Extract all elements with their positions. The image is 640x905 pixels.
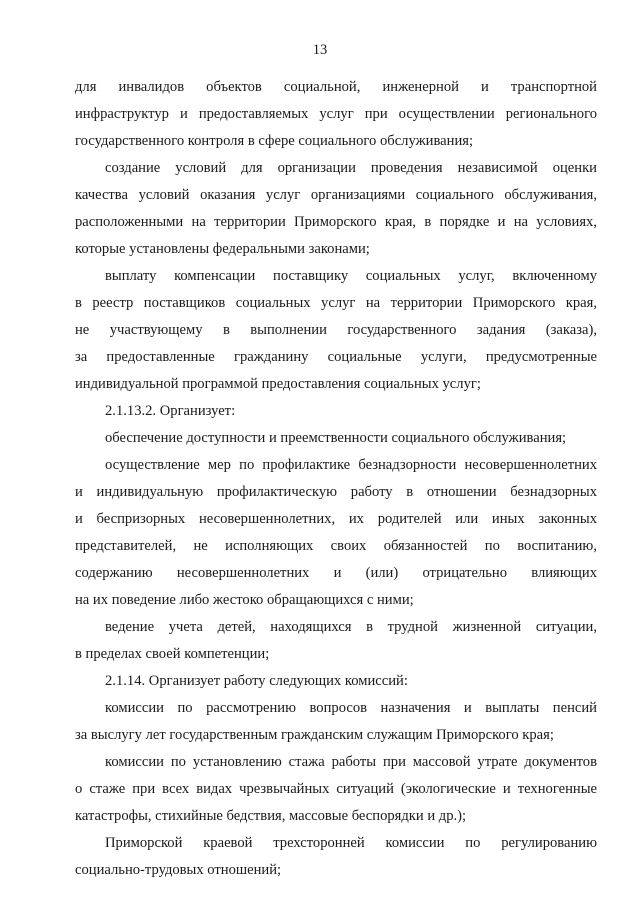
text-line: которые установлены федеральными законами; [75, 241, 370, 257]
text-line: 2.1.13.2. Организует: [105, 403, 236, 419]
text-line: представителей, не исполняющих своих обязанностей по воспитанию, [75, 538, 597, 554]
text-line: создание условий для организации проведения независимой оценки [105, 160, 597, 176]
text-line: на их поведение либо жестоко обращающихся с ними; [75, 592, 414, 608]
text-line: обеспечение доступности и преемственности социального обслуживания; [105, 430, 567, 446]
text-line: не участвующему в выполнении государственного задания (заказа), [75, 322, 597, 338]
text-line: государственного контроля в сфере социального обслуживания; [75, 133, 474, 149]
text-line: 2.1.14. Организует работу следующих комиссий: [105, 673, 408, 689]
text-line: в реестр поставщиков социальных услуг на территории Приморского края, [75, 295, 597, 311]
text-line: катастрофы, стихийные бедствия, массовые беспорядки и др.); [75, 808, 467, 824]
text-line: качества условий оказания услуг организациями социального обслуживания, [75, 187, 597, 203]
text-line: комиссии по установлению стажа работы при массовой утрате документов [105, 754, 597, 770]
text-line: социально-трудовых отношений; [75, 862, 282, 878]
text-line: расположенными на территории Приморского края, в порядке и на условиях, [75, 214, 597, 230]
text-line: выплату компенсации поставщику социальных услуг, включенному [105, 268, 597, 284]
text-line: комиссии по рассмотрению вопросов назначения и выплаты пенсий [105, 700, 597, 716]
text-line: Приморской краевой трехсторонней комиссии по регулированию [105, 835, 597, 851]
text-line: о стаже при всех видах чрезвычайных ситуаций (экологические и техногенные [75, 781, 597, 797]
document-body [75, 74, 597, 884]
text-line: в пределах своей компетенции; [75, 646, 270, 662]
text-line: за выслугу лет государственным гражданским служащим Приморского края; [75, 727, 554, 743]
text-line: инфраструктур и предоставляемых услуг при осуществлении регионального [75, 106, 597, 122]
text-line: и беспризорных несовершеннолетних, их родителей или иных законных [75, 511, 597, 527]
page-number: 13 [312, 42, 328, 58]
text-line: и индивидуальную профилактическую работу в отношении безнадзорных [75, 484, 597, 500]
text-line: осуществление мер по профилактике безнадзорности несовершеннолетних [105, 457, 597, 473]
text-line: за предоставленные гражданину социальные услуги, предусмотренные [75, 349, 597, 365]
text-line: содержанию несовершеннолетних и (или) отрицательно влияющих [75, 565, 597, 581]
text-line: ведение учета детей, находящихся в трудной жизненной ситуации, [105, 619, 597, 635]
text-line: для инвалидов объектов социальной, инженерной и транспортной [75, 79, 597, 95]
text-line: индивидуальной программой предоставления социальных услуг; [75, 376, 481, 392]
